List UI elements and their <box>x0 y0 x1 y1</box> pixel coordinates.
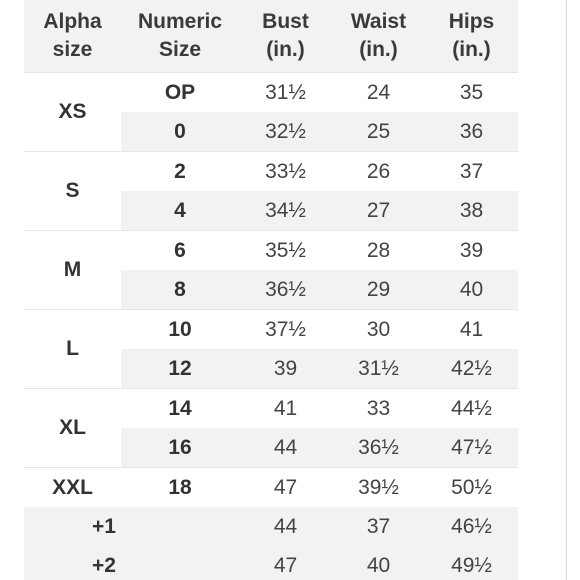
hips-cell: 46½ <box>425 507 518 546</box>
bust-cell: 44 <box>239 428 332 468</box>
hips-cell: 40 <box>425 270 518 310</box>
numeric-size-cell: 16 <box>121 428 239 468</box>
hips-cell: 39 <box>425 231 518 271</box>
bust-cell: 47 <box>239 468 332 508</box>
header-bust: Bust (in.) <box>239 0 332 73</box>
hips-cell: 50½ <box>425 468 518 508</box>
waist-cell: 30 <box>332 310 425 350</box>
waist-cell: 28 <box>332 231 425 271</box>
alpha-size-cell: XXL <box>24 468 121 508</box>
header-alpha-size: Alpha size <box>24 0 121 73</box>
numeric-size-cell: 12 <box>121 349 239 389</box>
table-row <box>24 73 518 113</box>
numeric-size-cell: +1 <box>121 507 239 546</box>
numeric-size-cell: OP <box>121 73 239 113</box>
bust-cell: 36½ <box>239 270 332 310</box>
hips-cell: 38 <box>425 191 518 231</box>
table-row <box>24 468 518 508</box>
waist-cell: 37 <box>332 507 425 546</box>
hips-cell: 49½ <box>425 546 518 580</box>
numeric-size-cell: 10 <box>121 310 239 350</box>
hips-cell: 47½ <box>425 428 518 468</box>
table-row <box>24 389 518 429</box>
bust-cell: 35½ <box>239 231 332 271</box>
size-chart-table <box>24 0 518 580</box>
numeric-size-cell: 18 <box>121 468 239 508</box>
hips-cell: 44½ <box>425 389 518 429</box>
hips-cell: 35 <box>425 73 518 113</box>
waist-cell: 40 <box>332 546 425 580</box>
alpha-size-cell: XS <box>24 73 121 152</box>
numeric-size-cell: +2 <box>121 546 239 580</box>
bust-cell: 44 <box>239 507 332 546</box>
header-hips: Hips (in.) <box>425 0 518 73</box>
bust-cell: 47 <box>239 546 332 580</box>
waist-cell: 25 <box>332 112 425 152</box>
alpha-size-cell: L <box>24 310 121 389</box>
alpha-size-cell: XL <box>24 389 121 468</box>
waist-cell: 24 <box>332 73 425 113</box>
hips-cell: 36 <box>425 112 518 152</box>
waist-cell: 29 <box>332 270 425 310</box>
numeric-size-cell: 0 <box>121 112 239 152</box>
table-row <box>24 546 518 580</box>
waist-cell: 27 <box>332 191 425 231</box>
waist-cell: 39½ <box>332 468 425 508</box>
table-row <box>24 231 518 271</box>
bust-cell: 31½ <box>239 73 332 113</box>
table-row <box>24 152 518 192</box>
numeric-size-cell: 6 <box>121 231 239 271</box>
bust-cell: 34½ <box>239 191 332 231</box>
hips-cell: 42½ <box>425 349 518 389</box>
header-row <box>24 0 518 73</box>
hips-cell: 41 <box>425 310 518 350</box>
header-numeric-size: Numeric Size <box>121 0 239 73</box>
numeric-size-cell: 14 <box>121 389 239 429</box>
waist-cell: 26 <box>332 152 425 192</box>
waist-cell: 36½ <box>332 428 425 468</box>
bust-cell: 37½ <box>239 310 332 350</box>
right-edge-line <box>566 0 567 580</box>
alpha-size-cell: S <box>24 152 121 231</box>
numeric-size-cell: 2 <box>121 152 239 192</box>
bust-cell: 41 <box>239 389 332 429</box>
header-waist: Waist (in.) <box>332 0 425 73</box>
table-row <box>24 310 518 350</box>
numeric-size-cell: 4 <box>121 191 239 231</box>
alpha-size-cell: M <box>24 231 121 310</box>
hips-cell: 37 <box>425 152 518 192</box>
bust-cell: 33½ <box>239 152 332 192</box>
bust-cell: 39 <box>239 349 332 389</box>
numeric-size-cell: 8 <box>121 270 239 310</box>
waist-cell: 33 <box>332 389 425 429</box>
bust-cell: 32½ <box>239 112 332 152</box>
waist-cell: 31½ <box>332 349 425 389</box>
table-row <box>24 507 518 546</box>
